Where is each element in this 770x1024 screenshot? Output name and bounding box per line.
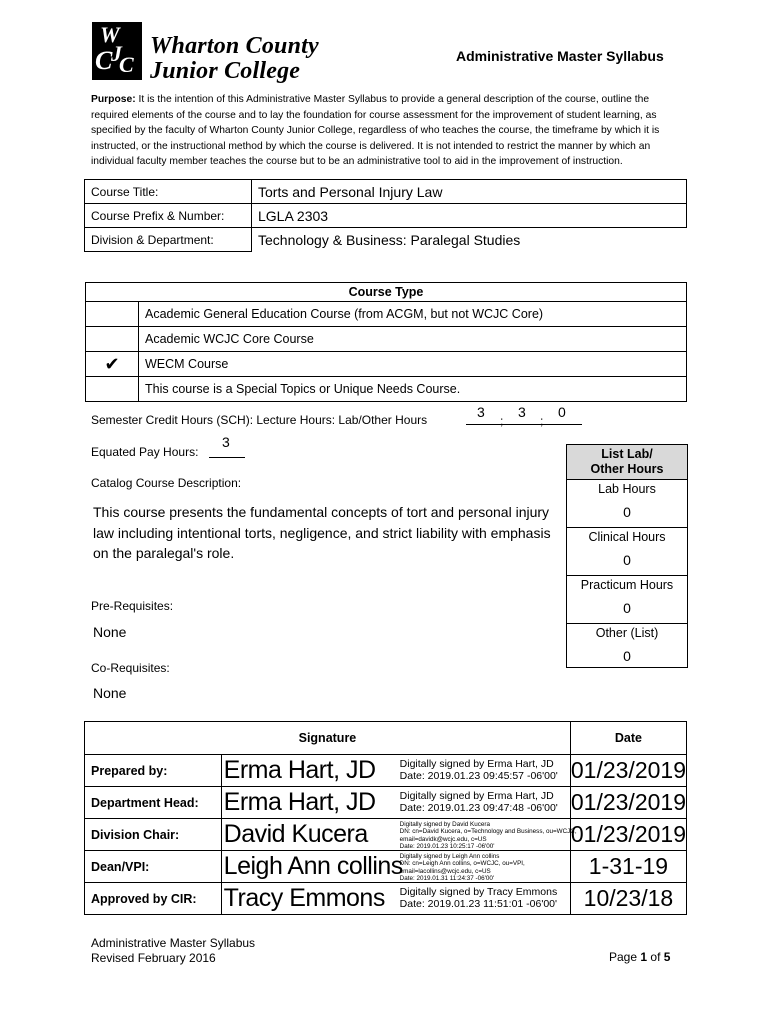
signature-row [85,851,687,883]
purpose-label: Purpose: [91,94,136,105]
credit-hours-lab: 0 [558,404,566,420]
credit-hours-sep1: ; [500,414,504,428]
logo-letter-c1: C [95,46,113,75]
signature-detail-line: Digitally signed by Erma Hart, JD [399,790,554,802]
digital-signature[interactable] [221,883,570,915]
logo-letter-j: J [111,41,122,66]
corequisites-value: None [93,685,127,701]
credit-hours-lecture: 3 [518,404,526,420]
credit-hours-sch: 3 [477,404,485,420]
signer-name: Leigh Ann collins [223,852,403,880]
lab-hours-title-line1: List Lab/ [601,447,653,461]
corequisites-label: Co-Requisites: [91,661,170,675]
other-hours-row [567,624,687,671]
course-type-row [86,352,687,377]
purpose-paragraph [91,92,686,170]
course-title-label: Course Title: [85,180,252,204]
lab-hours-row-value: 0 [623,504,631,520]
signature-details [400,758,558,782]
course-type-checkbox-wecm[interactable] [86,352,139,377]
lab-hours-row-label: Lab Hours [598,482,656,496]
signature-details [400,821,577,851]
signature-detail-line: Digitally signed by Erma Hart, JD [399,758,554,770]
catalog-label: Catalog Course Description: [91,476,242,490]
signature-detail-line: Date: 2019.01.23 09:47:48 -06'00' [399,802,558,814]
signature-role: Department Head: [85,787,222,819]
signature-table [84,721,687,915]
course-prefix-row [85,204,687,228]
division-label: Division & Department: [85,228,252,252]
course-title-row [85,180,687,204]
equated-pay-underline [209,457,245,458]
digital-signature[interactable] [221,787,570,819]
signature-column-header: Signature [85,722,571,755]
digital-signature[interactable] [221,819,577,851]
other-hours-row-value: 0 [623,648,631,664]
course-type-row [86,327,687,352]
signature-detail-line: Digitally signed by Tracy Emmons [399,886,558,898]
signature-detail-line: Digitally signed by Leigh Ann collins [399,853,500,860]
equated-pay-value: 3 [222,434,230,450]
date-column-header: Date [570,722,686,755]
course-type-checkbox[interactable] [86,302,139,327]
signer-name: Tracy Emmons [223,884,385,912]
signature-date: 01/23/2019 [570,755,686,787]
signature-detail-line: Date: 2019.01.23 09:45:57 -06'00' [399,770,558,782]
clinical-hours-row-value: 0 [623,552,631,568]
signature-detail-line: DN: cn=David Kucera, o=Technology and Business, ou=WCJC, [399,828,577,836]
signature-date: 10/23/18 [570,883,686,915]
college-logo-mark [92,22,142,80]
signature-row [85,883,687,915]
course-prefix-value: LGLA 2303 [252,204,687,228]
credit-hours-sep2: ; [540,414,544,428]
document-title: Administrative Master Syllabus [456,48,664,64]
clinical-hours-row [567,528,687,576]
course-type-checkbox[interactable] [86,377,139,402]
course-type-heading: Course Type [86,283,687,302]
signature-role: Dean/VPI: [85,851,222,883]
signature-detail-line: Date: 2019.01.23 10:25:17 -06'00' [399,843,495,851]
digital-signature[interactable] [221,755,570,787]
purpose-text: It is the intention of this Administrative Master Syllabus to provide a general description of the course, outline the required elements of the course and to lay the foundation for course assessment for the improvement of student learning, as specified by the faculty of Wharton County Junior College, regardless of who teaches the course, the timeframe by which it is instructed, or the instructional method by which the course is delivered. It is not intended to restrict the manner by which an individual faculty member teaches the course but to be an administrative tool to aid in the improvement of instruction. [91,94,660,167]
catalog-description: This course presents the fundamental concepts of tort and personal injury law including intentional torts, negligence, and strict liability with emphasis on the paralegal's role. [93,504,551,561]
equated-pay-label: Equated Pay Hours: [91,445,199,459]
page-total: 5 [663,950,671,964]
signature-detail-line: email=lacollins@wcjc.edu, c=US [399,867,491,875]
course-info-table [84,179,687,252]
course-type-checkbox[interactable] [86,327,139,352]
footer-doc-name: Administrative Master Syllabus [91,936,256,950]
division-value: Technology & Business: Paralegal Studies [252,228,687,252]
signature-details [400,853,525,883]
lab-hours-title-line2: Other Hours [590,462,664,476]
other-hours-row-label: Other (List) [595,626,659,640]
signature-role: Prepared by: [85,755,222,787]
practicum-hours-row-label: Practicum Hours [580,578,674,592]
footer-left [91,936,255,966]
signature-date: 01/23/2019 [570,819,686,851]
course-title-value: Torts and Personal Injury Law [252,180,687,204]
course-type-label: Academic WCJC Core Course [139,327,687,352]
signature-details [400,790,558,814]
signer-name: David Kucera [223,820,368,848]
prerequisites-value: None [93,624,127,640]
course-type-label: WECM Course [139,352,687,377]
signature-row [85,787,687,819]
course-type-row [86,377,687,402]
credit-hours-label: Semester Credit Hours (SCH): Lecture Hours: Lab/Other Hours [91,413,428,427]
lab-other-hours-box [566,444,688,668]
course-type-row [86,302,687,327]
practicum-hours-row [567,576,687,624]
course-prefix-label: Course Prefix & Number: [85,204,252,228]
signature-details [400,886,558,910]
logo-letter-w: W [100,22,120,47]
signer-name: Erma Hart, JD [223,788,376,816]
signature-date: 1-31-19 [570,851,686,883]
college-name-line1: Wharton County [150,33,319,59]
digital-signature[interactable] [221,851,570,883]
page-word: Page [609,950,638,964]
page-current: 1 [640,950,648,964]
course-type-label: Academic General Education Course (from ACGM, but not WCJC Core) [139,302,687,327]
prerequisites-label: Pre-Requisites: [91,599,174,613]
of-word: of [650,950,661,964]
check-mark-icon: ✔ [104,353,120,374]
signature-detail-line: email=davidk@wcjc.edu, c=US [399,835,487,843]
signature-role: Division Chair: [85,819,222,851]
course-type-label: This course is a Special Topics or Unique Needs Course. [139,377,687,402]
footer-revision: Revised February 2016 [91,951,216,965]
signature-row [85,819,687,851]
logo-letter-c2: C [119,52,134,77]
signer-name: Erma Hart, JD [223,756,376,784]
signature-detail-line: Digitally signed by David Kucera [399,821,490,828]
division-row [85,228,687,252]
signature-role: Approved by CIR: [85,883,222,915]
clinical-hours-row-label: Clinical Hours [588,530,666,544]
signature-date: 01/23/2019 [570,787,686,819]
signature-detail-line: Date: 2019.01.23 11:51:01 -06'00' [399,898,558,910]
signature-detail-line: DN: cn=Leigh Ann collins, o=WCJC, ou=VPI, [399,860,525,868]
college-name [150,34,319,84]
signature-detail-line: Date: 2019.01.31 11:24:37 -06'00' [399,875,495,883]
course-type-table [85,282,687,402]
practicum-hours-row-value: 0 [623,600,631,616]
lab-hours-header [567,445,687,480]
college-name-line2: Junior College [150,58,301,84]
credit-hours-underline [466,424,582,425]
lab-hours-row [567,480,687,528]
signature-row [85,755,687,787]
page-number [609,950,670,964]
